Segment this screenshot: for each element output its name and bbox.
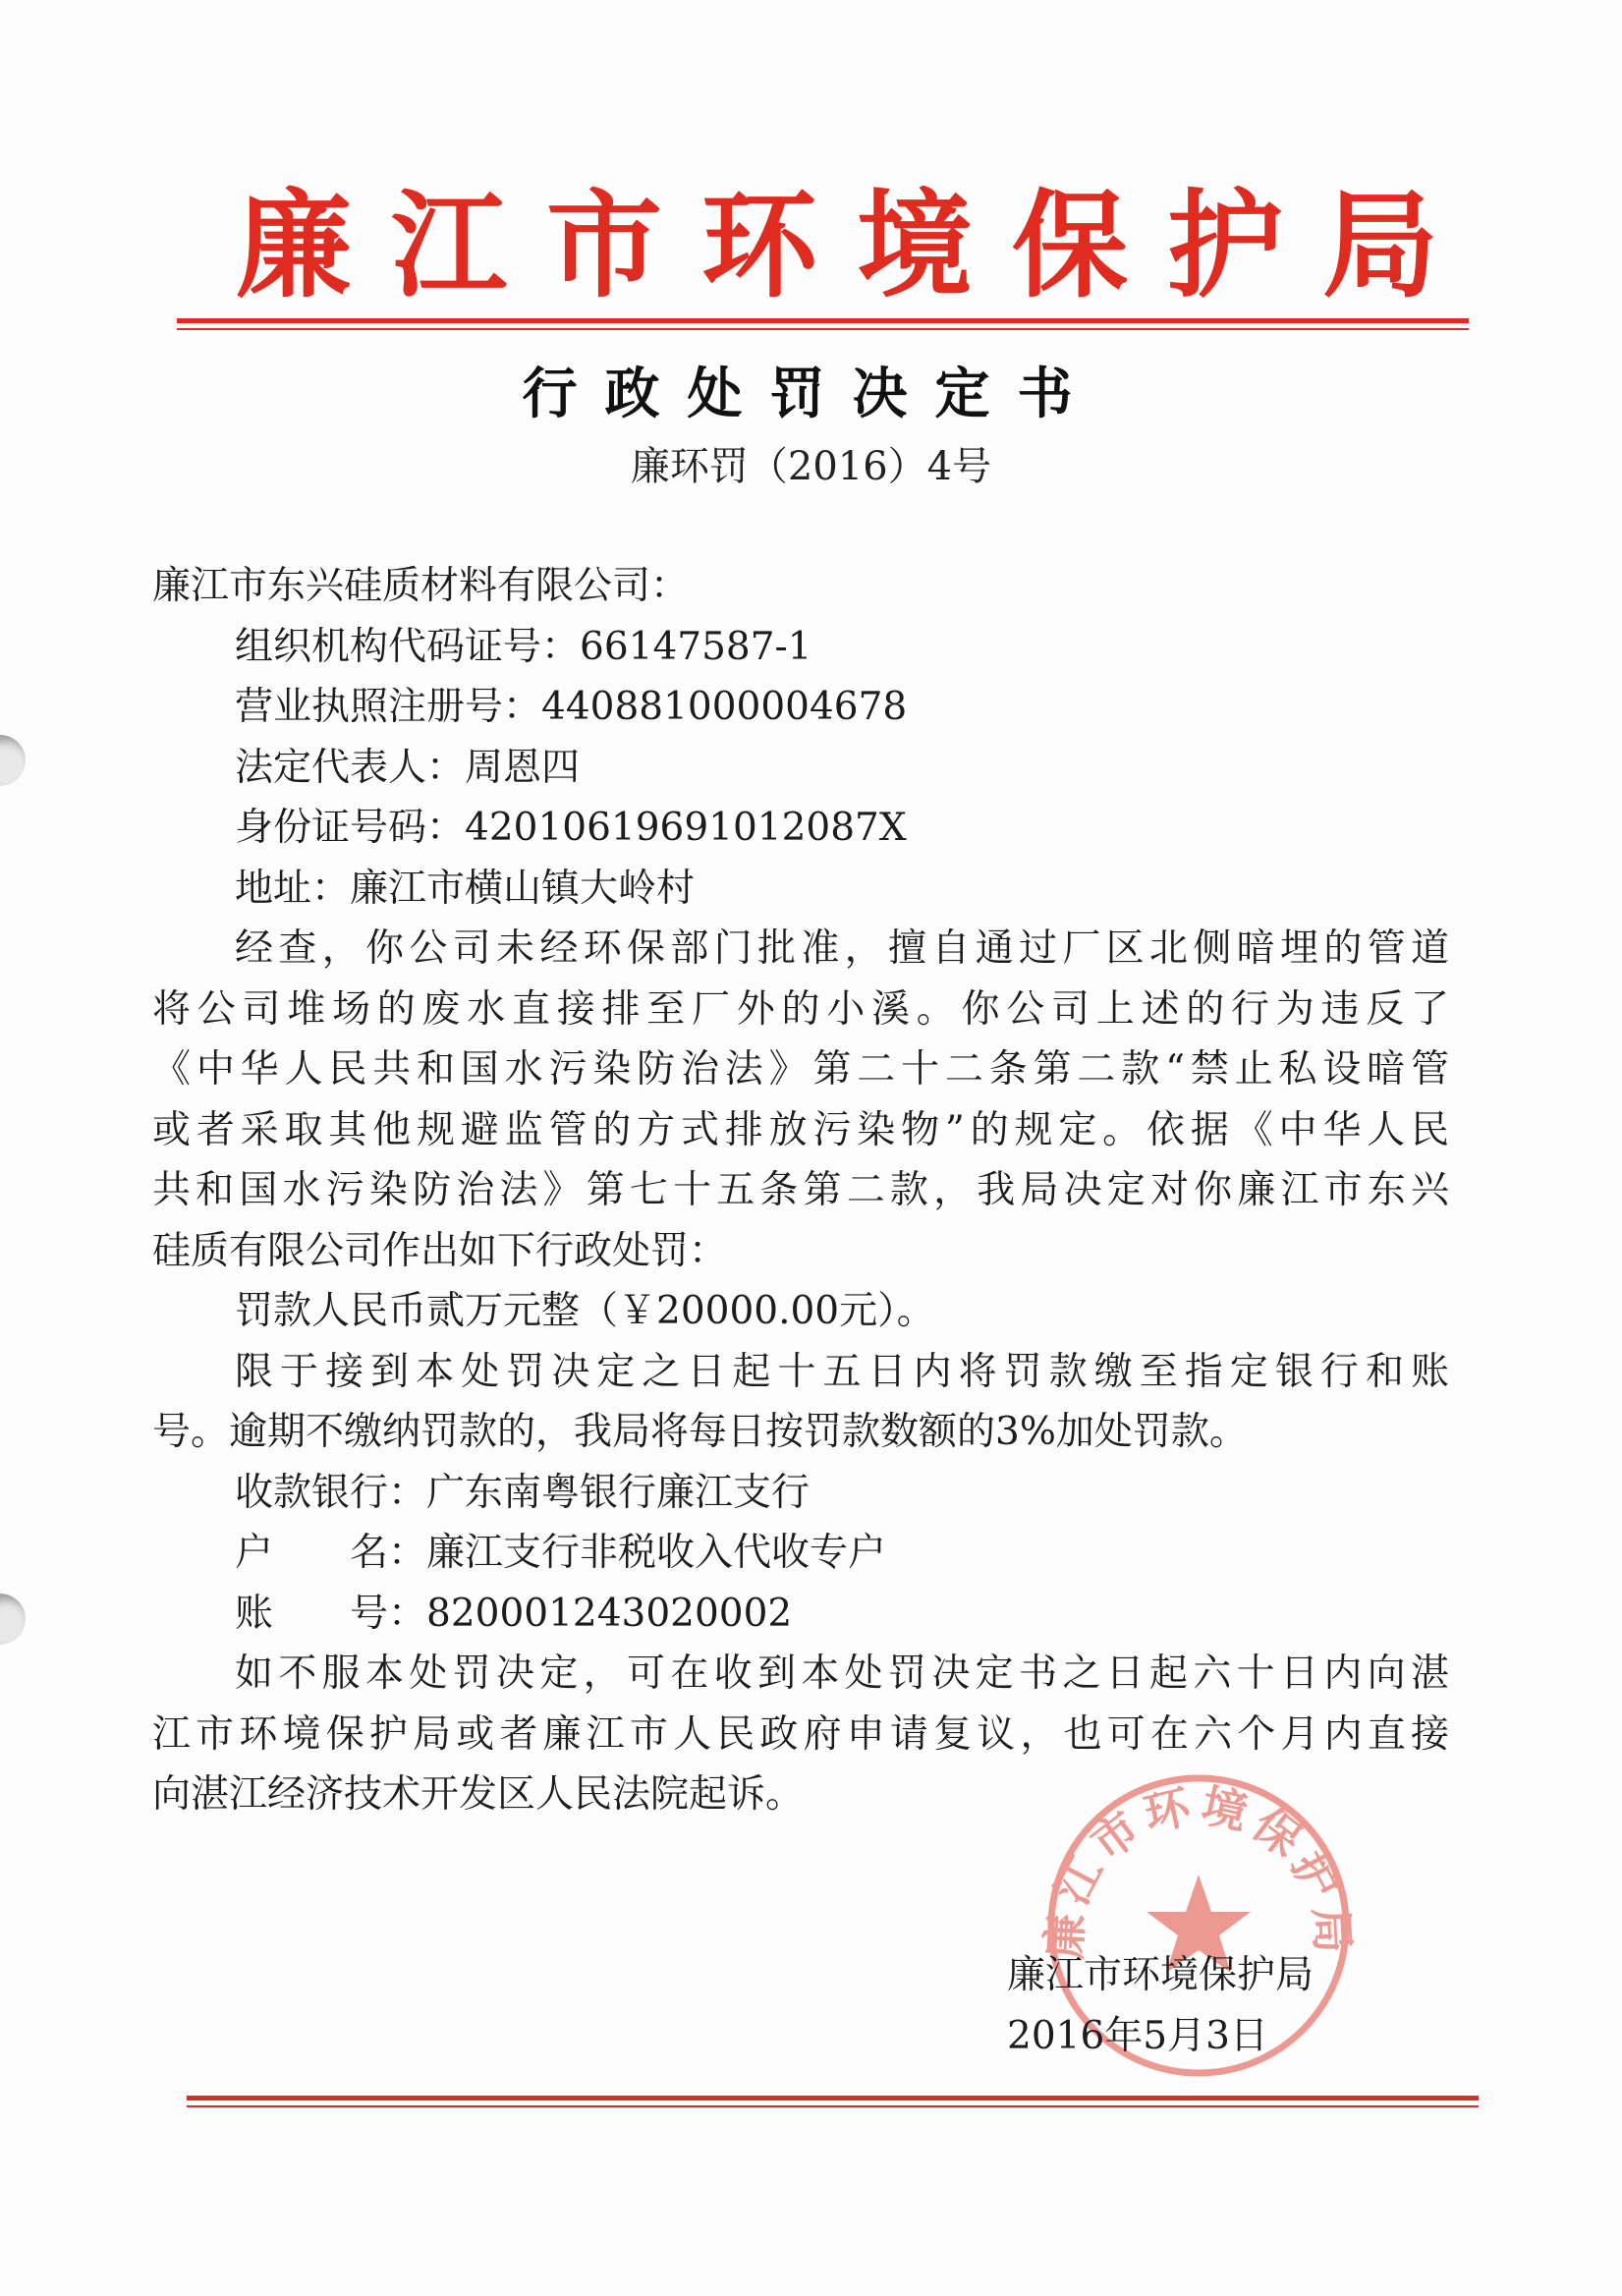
punch-hole <box>0 735 26 786</box>
footer-red-rule <box>187 2096 1479 2100</box>
agency-letterhead: 廉江市环境保护局 <box>236 178 1479 313</box>
document-title: 行政处罚决定书 <box>522 363 1100 426</box>
recipient-company: 廉江市东兴硅质材料有限公司： <box>152 564 690 608</box>
recipient-org-code: 组织机构代码证号：66147587-1 <box>235 624 812 669</box>
facts-line: 共和国水污染防治法》第七十五条第二款，我局决定对你廉江市东兴 <box>152 1168 1449 1212</box>
bank-name: 收款银行：广东南粤银行廉江支行 <box>235 1470 811 1515</box>
signature-block <box>1007 1945 1314 2067</box>
appeal-line: 向湛江经济技术开发区人民法院起诉。 <box>152 1772 805 1817</box>
recipient-legal-rep: 法定代表人：周恩四 <box>235 745 581 790</box>
appeal-line: 如不服本处罚决定，可在收到本处罚决定书之日起六十日内向湛 <box>235 1652 1449 1696</box>
seal-text: 廉江市环境保护局 <box>1036 1778 1361 1961</box>
payment-line: 号。逾期不缴纳罚款的，我局将每日按罚款数额的3%加处罚款。 <box>152 1410 1248 1454</box>
footer-red-rule-thin <box>187 2105 1479 2107</box>
recipient-address: 地址：廉江市横山镇大岭村 <box>235 866 696 911</box>
facts-line: 硅质有限公司作出如下行政处罚： <box>152 1228 728 1273</box>
payment-line: 限于接到本处罚决定之日起十五日内将罚款缴至指定银行和账 <box>235 1349 1449 1394</box>
facts-line: 或者采取其他规避监管的方式排放污染物”的规定。依据《中华人民 <box>152 1107 1449 1152</box>
appeal-line: 江市环境保护局或者廉江市人民政府申请复议，也可在六个月内直接 <box>152 1711 1449 1757</box>
account-number: 账 号：820001243020002 <box>235 1591 793 1636</box>
account-name: 户 名：廉江支行非税收入代收专户 <box>235 1531 887 1575</box>
punch-hole <box>0 1594 26 1645</box>
letterhead-red-rule <box>177 318 1469 323</box>
document-number: 廉环罚（2016）4号 <box>630 444 992 489</box>
facts-line: 经查，你公司未经环保部门批准，擅自通过厂区北侧暗埋的管道 <box>235 926 1449 971</box>
facts-line: 《中华人民共和国水污染防治法》第二十二条第二款“禁止私设暗管 <box>152 1047 1449 1092</box>
letterhead-red-rule-thin <box>177 328 1469 330</box>
document-body <box>152 556 1449 1825</box>
recipient-id-number: 身份证号码：42010619691012087X <box>235 806 907 850</box>
issue-date: 2016年5月3日 <box>1007 2014 1268 2058</box>
penalty-amount: 罚款人民币贰万元整（￥20000.00元）。 <box>235 1289 935 1333</box>
facts-line: 将公司堆场的废水直接排至厂外的小溪。你公司上述的行为违反了 <box>152 986 1449 1032</box>
recipient-business-license: 营业执照注册号：440881000004678 <box>235 685 908 729</box>
issuer-name: 廉江市环境保护局 <box>1007 1953 1314 1997</box>
